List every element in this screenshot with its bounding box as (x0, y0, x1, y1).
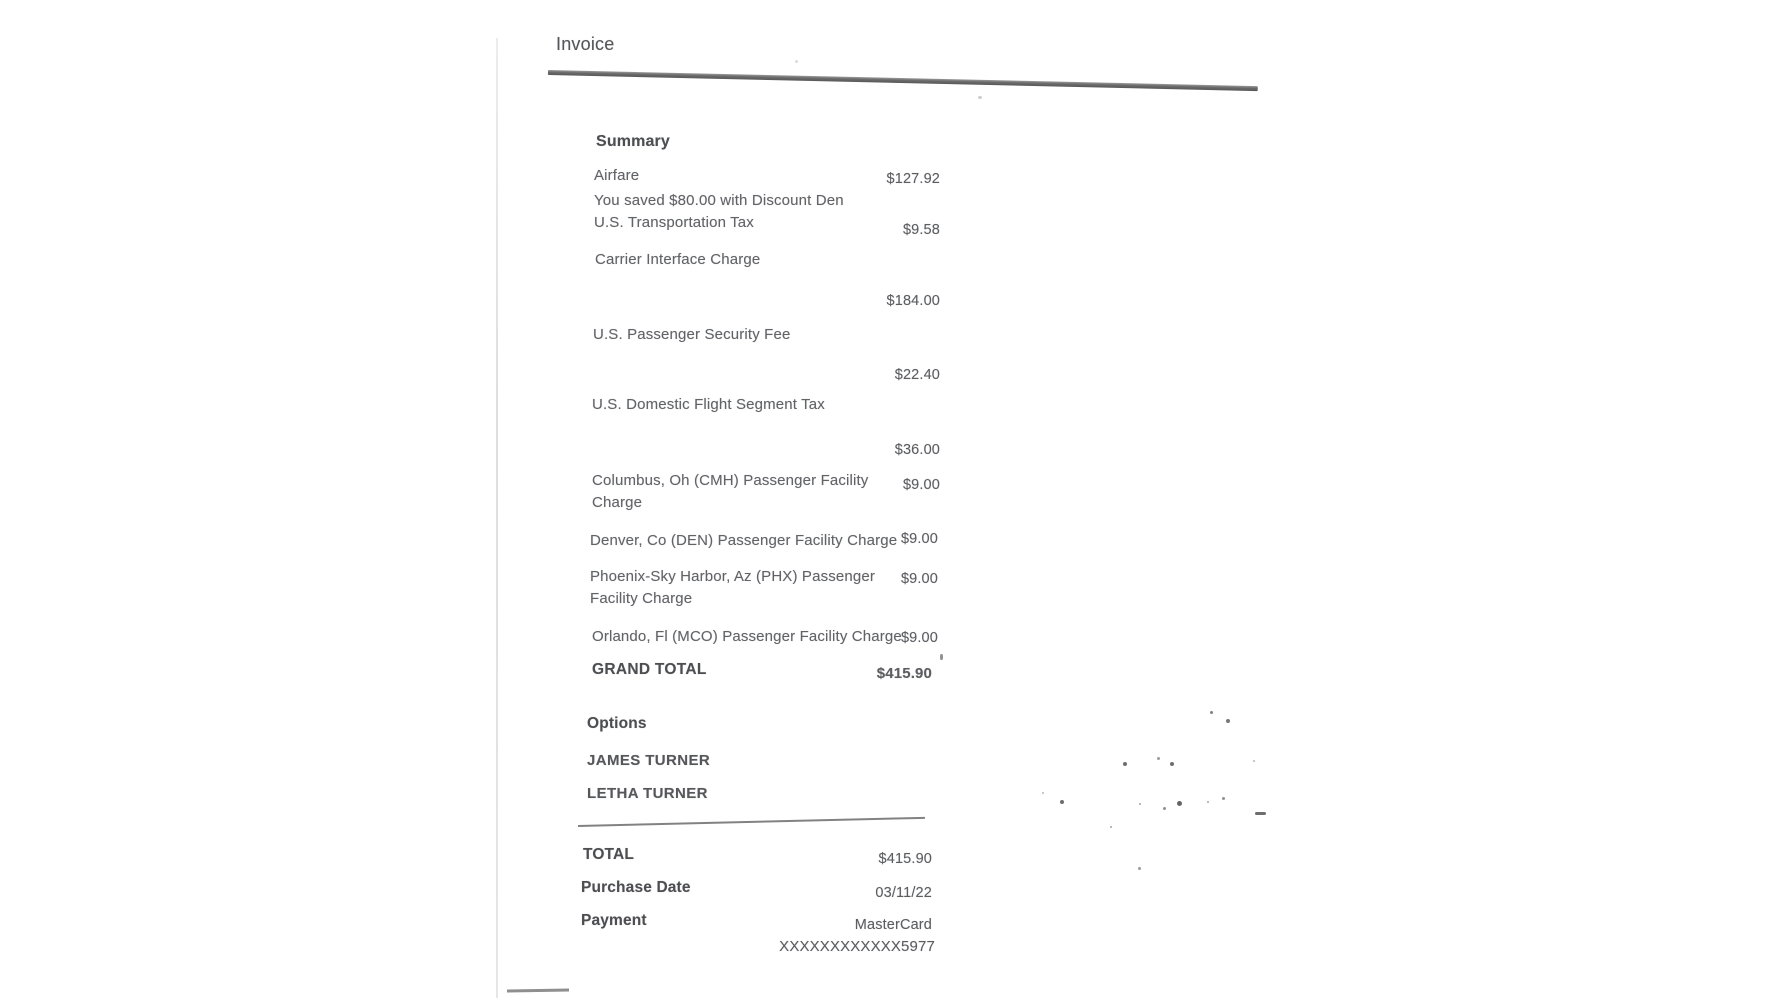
options-heading: Options (587, 715, 647, 732)
grand-total-label: GRAND TOTAL (592, 661, 707, 678)
row-amount: $127.92 (886, 171, 940, 187)
passenger-name: LETHA TURNER (587, 785, 708, 802)
row-label: Phoenix-Sky Harbor, Az (PHX) Passenger Facility Charge (590, 568, 875, 607)
total-label: TOTAL (583, 846, 634, 863)
scan-speck (1253, 760, 1255, 762)
scan-speck (1123, 762, 1127, 766)
scan-speck (1110, 826, 1112, 828)
total-amount: $415.90 (878, 851, 932, 867)
header-rule (548, 70, 1258, 91)
payment-label: Payment (581, 912, 647, 929)
scan-speck (1226, 719, 1230, 723)
scan-speck (978, 96, 982, 99)
scan-speck (1157, 757, 1160, 760)
grand-total-amount: $415.90 (876, 665, 932, 682)
scan-speck (1255, 812, 1266, 815)
scan-speck (940, 654, 943, 660)
passenger-name: JAMES TURNER (587, 752, 711, 769)
payment-method-value: MasterCard (854, 917, 932, 933)
row-amount: $22.40 (894, 367, 940, 383)
purchase-date-label: Purchase Date (581, 879, 691, 896)
row-amount: $9.58 (902, 222, 940, 238)
invoice-title: Invoice (556, 34, 615, 54)
scan-speck (1060, 800, 1064, 804)
row-label: Carrier Interface Charge (595, 251, 761, 268)
row-label: Columbus, Oh (CMH) Passenger Facility Charge (592, 472, 869, 511)
row-label: U.S. Transportation Tax (594, 214, 754, 231)
row-amount: $9.00 (902, 477, 940, 493)
purchase-date-value: 03/11/22 (875, 885, 932, 901)
scan-speck (1042, 792, 1044, 794)
scan-speck (1163, 807, 1166, 810)
scan-speck (1222, 797, 1225, 800)
scan-speck (1138, 867, 1141, 870)
row-label: Airfare (594, 167, 640, 184)
scan-speck (795, 60, 798, 63)
scan-speck (1207, 801, 1209, 803)
row-amount: $9.00 (900, 531, 938, 547)
summary-heading: Summary (596, 133, 670, 150)
masked-card-number: XXXXXXXXXXXX5977 (779, 938, 935, 955)
row-amount: $9.00 (900, 571, 938, 587)
scan-speck (1170, 762, 1174, 766)
row-note: You saved $80.00 with Discount Den (594, 192, 844, 209)
bottom-scan-line (507, 988, 569, 992)
page-edge-line (496, 38, 498, 998)
scan-speck (1177, 801, 1182, 806)
row-label: U.S. Passenger Security Fee (593, 326, 791, 343)
scan-speck (1210, 711, 1213, 714)
row-label: Orlando, Fl (MCO) Passenger Facility Charge (592, 628, 902, 645)
row-amount: $184.00 (886, 293, 940, 309)
scan-speck (1139, 803, 1141, 805)
row-amount: $9.00 (900, 630, 938, 646)
row-label: U.S. Domestic Flight Segment Tax (592, 396, 825, 413)
row-amount: $36.00 (894, 442, 940, 458)
totals-divider (578, 817, 925, 827)
row-label: Denver, Co (DEN) Passenger Facility Charge (590, 532, 898, 549)
